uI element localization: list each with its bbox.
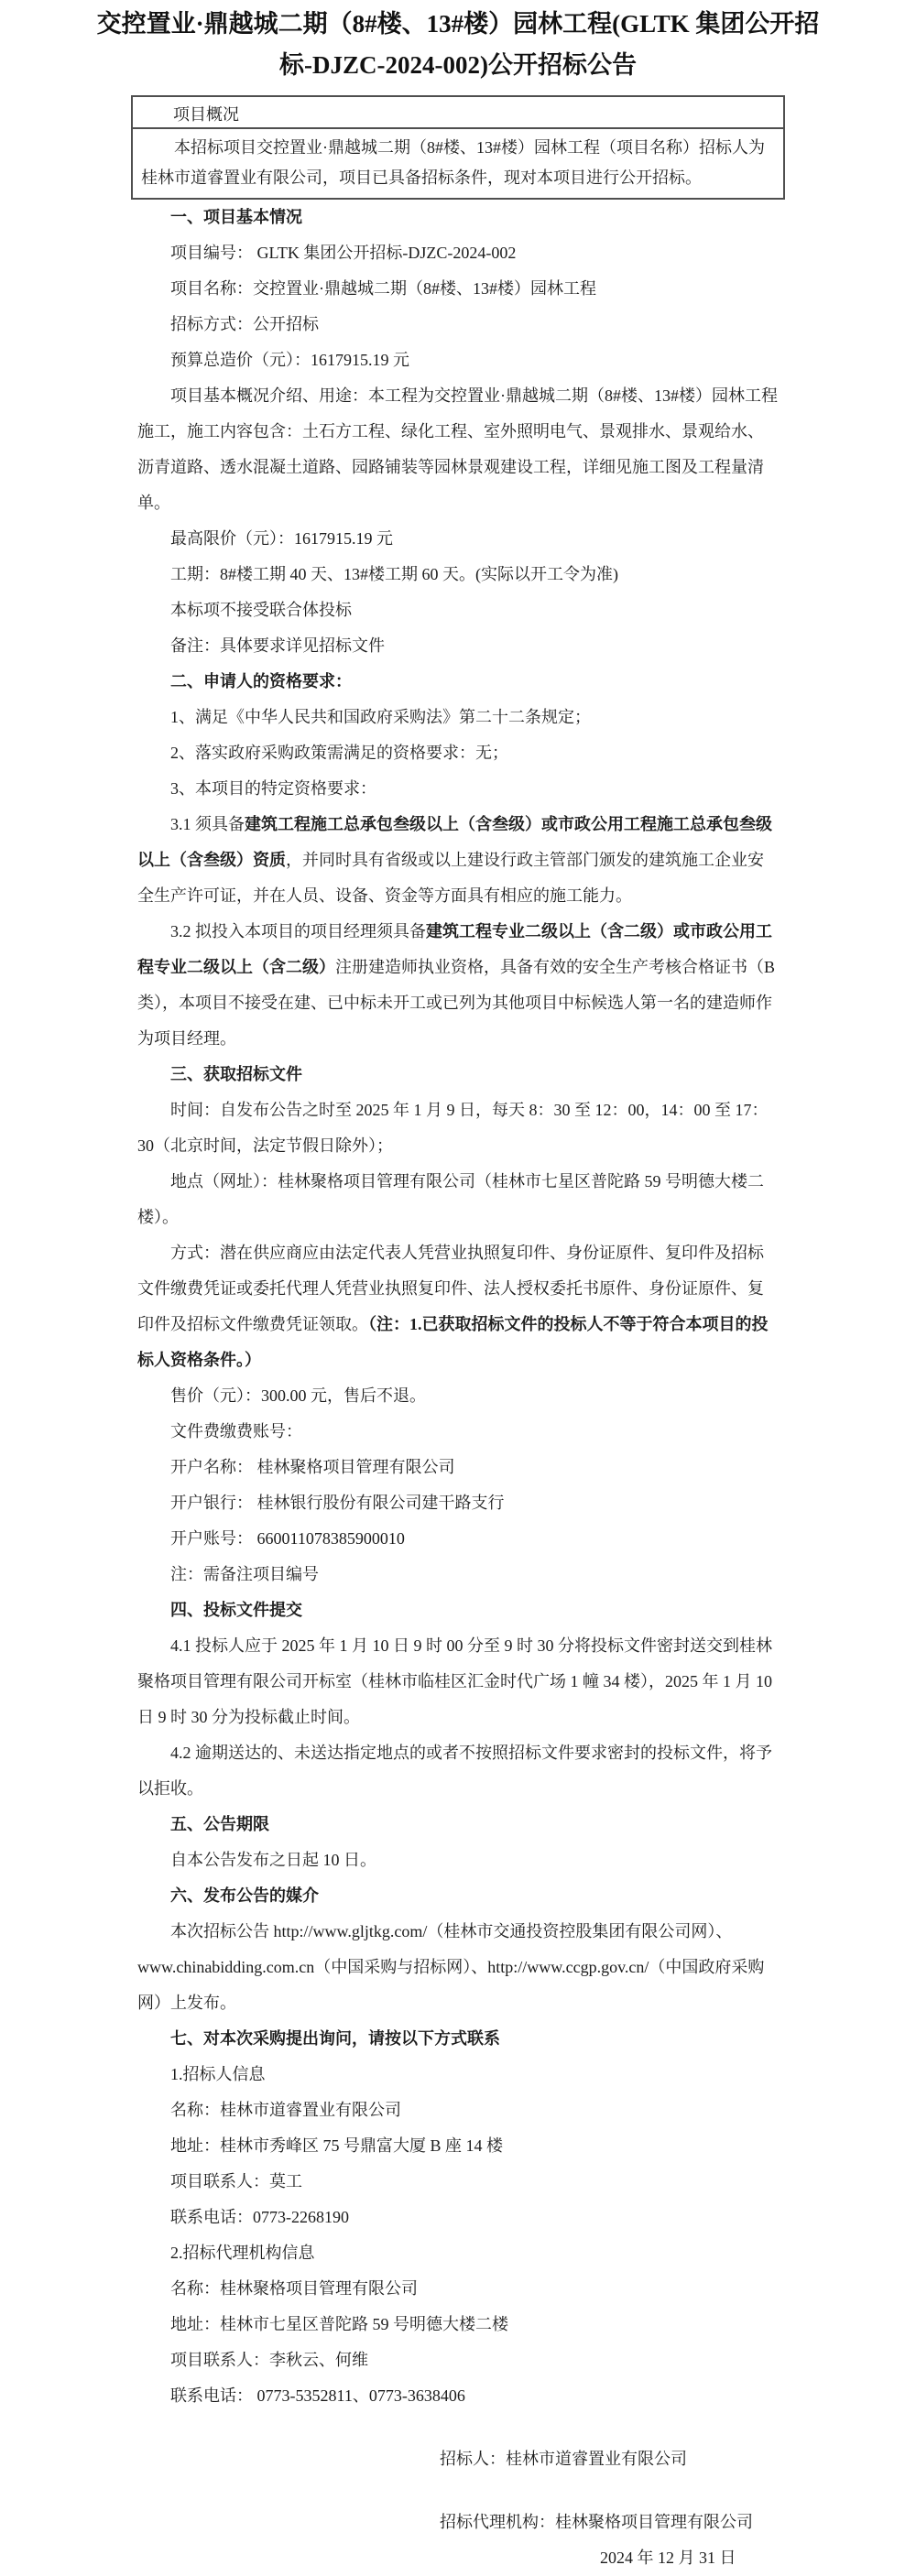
qualification-req-1: 1、满足《中华人民共和国政府采购法》第二十二条规定； [170, 708, 591, 726]
req-3-2-pre: 3.2 拟投入本项目的项目经理须具备 [170, 922, 426, 940]
req-3-1-bold: 建筑工程施工总承包叁级以上（含叁级）或市政公用工程施工总承包叁级以上（含叁级）资质 [137, 815, 772, 869]
obtain-time: 时间：自发布公告之时至 2025 年 1 月 9 日，每天 8：30 至 12：00，14：00 至 17：30（北京时间，法定节假日除外）； [137, 1101, 769, 1155]
signature-block [137, 2441, 779, 2576]
project-name: 项目名称：交控置业·鼎越城二期（8#楼、13#楼）园林工程 [170, 279, 596, 298]
document-body [137, 200, 779, 2576]
agency-name: 名称：桂林聚格项目管理有限公司 [170, 2279, 418, 2298]
req-3-1-post: ，并同时具有省级或以上建设行政主管部门颁发的建筑施工企业安全生产许可证，并在人员、设备、资金等方面具有相应的施工能力。 [137, 851, 764, 905]
project-number: 项目编号： GLTK 集团公开招标-DJZC-2024-002 [170, 244, 517, 262]
submission-4-2: 4.2 逾期送达的、未送达指定地点的或者不按照招标文件要求密封的投标文件，将予以拒收。 [137, 1744, 772, 1798]
qualification-req-2: 2、落实政府采购政策需满足的资格要求：无； [170, 744, 508, 762]
agency-info-label: 2.招标代理机构信息 [170, 2244, 315, 2262]
section-2-heading: 二、申请人的资格要求： [170, 672, 352, 690]
obtain-method [137, 1235, 779, 1378]
account-name: 开户名称： 桂林聚格项目管理有限公司 [170, 1458, 455, 1476]
account-note: 注：需备注项目编号 [170, 1565, 319, 1583]
qualification-req-3: 3、本项目的特定资格要求： [170, 779, 376, 798]
publish-media: 本次招标公告 http://www.gljtkg.com/（桂林市交通投资控股集团有限公司网）、www.chinabidding.com.cn（中国采购与招标网）、http://www.ccgp.gov.cn/（中国政府采购网）上发布。 [137, 1922, 765, 2012]
agency-phone: 联系电话： 0773-5352811、0773-3638406 [170, 2386, 465, 2405]
bidder-info-label: 1.招标人信息 [170, 2065, 266, 2083]
section-4-heading: 四、投标文件提交 [170, 1601, 302, 1619]
obtain-method-pre: 方式：潜在供应商应由法定代表人凭营业执照复印件、身份证原件、复印件及招标文件缴费凭证或委托代理人凭营业执照复印件、法人授权委托书原件、身份证原件、复印件及招标文件缴费凭证领取。 [137, 1244, 764, 1333]
req-3-2-post: 注册建造师执业资格，具备有效的安全生产考核合格证书（B 类），本项目不接受在建、已中标未开工或已列为其他项目中标候选人第一名的建造师作为项目经理。 [137, 958, 776, 1048]
remark: 备注：具体要求详见招标文件 [170, 636, 385, 655]
overview-box-header: 项目概况 [133, 97, 783, 129]
agency-signature: 招标代理机构：桂林聚格项目管理有限公司 [440, 2513, 753, 2531]
announcement-period: 自本公告发布之日起 10 日。 [170, 1851, 376, 1869]
obtain-location: 地点（网址）：桂林聚格项目管理有限公司（桂林市七星区普陀路 59 号明德大楼二楼）。 [137, 1172, 764, 1226]
construction-period: 工期：8#楼工期 40 天、13#楼工期 60 天。(实际以开工令为准) [170, 565, 618, 583]
document-price: 售价（元）：300.00 元，售后不退。 [170, 1386, 426, 1405]
qualification-req-3-2 [137, 914, 779, 1057]
announcement-date: 2024 年 12 月 31 日 [600, 2549, 736, 2567]
req-3-2-bold: 建筑工程专业二级以上（含二级）或市政公用工程专业二级以上（含二级） [137, 922, 772, 976]
tender-announcement-document [0, 4, 916, 2567]
account-bank: 开户银行： 桂林银行股份有限公司建干路支行 [170, 1494, 505, 1512]
project-description: 项目基本概况介绍、用途：本工程为交控置业·鼎越城二期（8#楼、13#楼）园林工程施工，施工内容包含：土石方工程、绿化工程、室外照明电气、景观排水、景观给水、沥青道路、透水混凝土道路、园路铺装等园林景观建设工程，详细见施工图及工程量清单。 [137, 386, 778, 512]
section-5-heading: 五、公告期限 [170, 1815, 269, 1833]
obtain-method-note: （注：1.已获取招标文件的投标人不等于符合本项目的投标人资格条件。） [137, 1315, 769, 1369]
bidder-signature: 招标人：桂林市道睿置业有限公司 [440, 2450, 687, 2468]
agency-address: 地址：桂林市七星区普陀路 59 号明德大楼二楼 [170, 2315, 508, 2333]
bidding-method: 招标方式：公开招标 [170, 315, 319, 333]
bidder-name: 名称：桂林市道睿置业有限公司 [170, 2101, 401, 2119]
section-1-heading: 一、项目基本情况 [170, 208, 302, 226]
fee-account-title: 文件费缴费账号： [170, 1422, 302, 1440]
max-price-limit: 最高限价（元）：1617915.19 元 [170, 529, 393, 548]
bidder-contact-person: 项目联系人：莫工 [170, 2172, 302, 2190]
overview-box-summary: 本招标项目交控置业·鼎越城二期（8#楼、13#楼）园林工程（项目名称）招标人为桂林市道睿置业有限公司，项目已具备招标条件，现对本项目进行公开招标。 [141, 138, 765, 187]
bidder-address: 地址：桂林市秀峰区 75 号鼎富大厦 B 座 14 楼 [170, 2136, 504, 2155]
document-title: 交控置业·鼎越城二期（8#楼、13#楼）园林工程(GLTK 集团公开招标-DJZC-2024-002)公开招标公告 [96, 10, 820, 79]
agency-contact-person: 项目联系人：李秋云、何维 [170, 2351, 368, 2369]
section-7-heading: 七、对本次采购提出询问，请按以下方式联系 [170, 2029, 500, 2048]
budget-total-price: 预算总造价（元）：1617915.19 元 [170, 351, 409, 369]
project-overview-box [131, 95, 785, 200]
req-3-1-pre: 3.1 须具备 [170, 815, 245, 833]
bidder-phone: 联系电话：0773-2268190 [170, 2208, 349, 2226]
no-consortium-note: 本标项不接受联合体投标 [170, 601, 352, 619]
qualification-req-3-1 [137, 807, 779, 914]
section-3-heading: 三、获取招标文件 [170, 1065, 302, 1083]
submission-4-1: 4.1 投标人应于 2025 年 1 月 10 日 9 时 00 分至 9 时 30 分将投标文件密封送交到桂林聚格项目管理有限公司开标室（桂林市临桂区汇金时代广场 1 幢 34 楼），2025 年 1 月 10 日 9 时 30 分为投标截止时间。 [137, 1636, 772, 1726]
section-6-heading: 六、发布公告的媒介 [170, 1886, 319, 1905]
account-number: 开户账号： 660011078385900010 [170, 1529, 405, 1548]
